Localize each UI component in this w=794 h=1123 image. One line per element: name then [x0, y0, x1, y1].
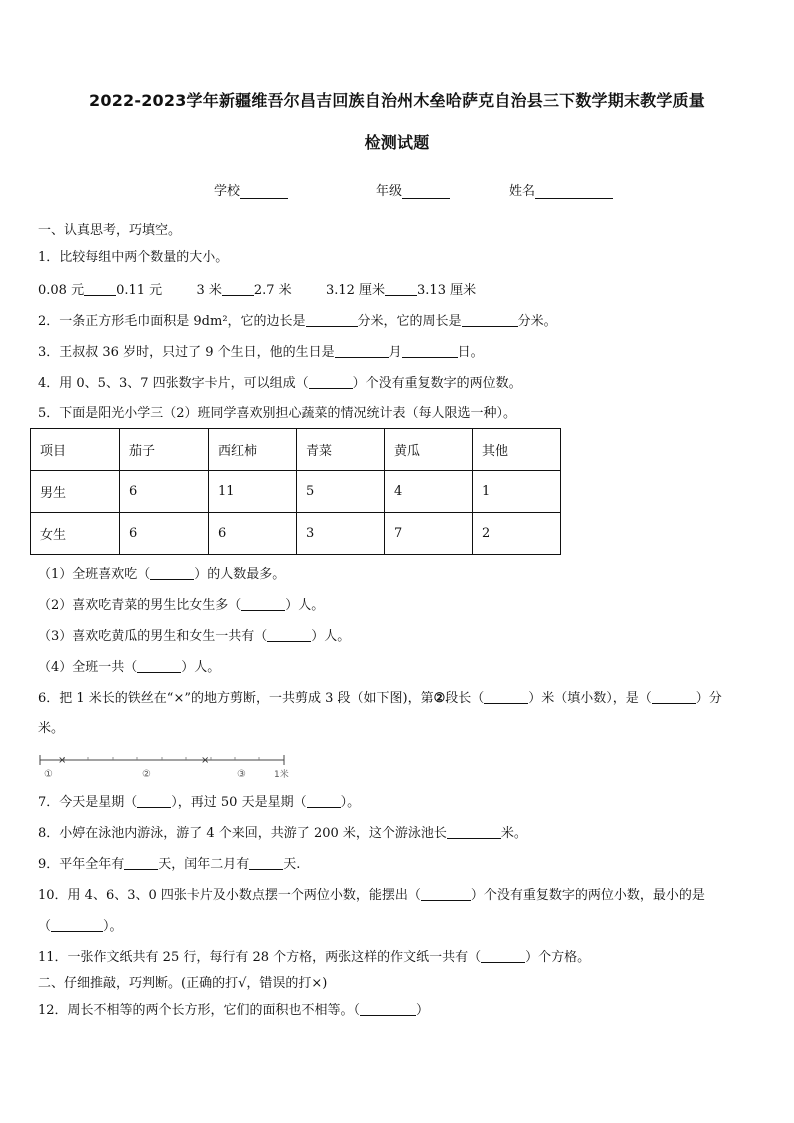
question-3 [38, 343, 484, 362]
q1-b-blank[interactable] [222, 281, 254, 296]
school-blank[interactable] [240, 184, 288, 199]
q1-a-right: 0.11 元 [116, 283, 163, 298]
q8-text-1: 8．小婷在泳池内游泳，游了 4 个来回，共游了 200 米，这个游泳池长 [38, 826, 447, 841]
q12-blank[interactable] [360, 1001, 416, 1016]
question-10 [38, 886, 705, 905]
q3-blank-day[interactable] [402, 343, 458, 358]
q1-b-left: 3 米 [196, 283, 222, 298]
q2-text-3: 分米。 [517, 314, 557, 329]
name-field [509, 180, 613, 199]
page-title [30, 86, 764, 158]
q3-text-2: 月 [388, 345, 402, 360]
q6-text-1: 6．把 1 米长的铁丝在“×”的地方剪断，一共剪成 3 段（如下图)，第 [38, 691, 434, 706]
table-cell: 7 [385, 513, 473, 555]
table-row [31, 471, 561, 513]
cut-mark-1: × [58, 755, 67, 766]
q12-text-2: ） [416, 1003, 430, 1018]
q9-text-1: 9．平年全年有 [38, 857, 125, 872]
question-6 [38, 689, 722, 708]
q5-3-blank[interactable] [267, 627, 311, 642]
q10-text-3: （ [38, 919, 52, 934]
q5-1-blank[interactable] [150, 565, 194, 580]
q9-blank-year[interactable] [124, 855, 158, 870]
table-header-cell: 茄子 [120, 429, 209, 471]
q6-text-3: ）米（填小数），是（ [528, 691, 652, 706]
school-field [214, 180, 288, 199]
q5-4-text-2: ）人。 [181, 660, 221, 675]
q10-text-4: ）。 [103, 919, 123, 934]
q11-blank[interactable] [481, 948, 525, 963]
q10-text-2: ）个没有重复数字的两位小数，最小的是 [470, 888, 705, 903]
table-header-cell: 其他 [473, 429, 561, 471]
q1-c-blank[interactable] [385, 281, 417, 296]
q8-text-2: 米。 [500, 826, 527, 841]
q10-blank-count[interactable] [421, 886, 471, 901]
q4-blank[interactable] [309, 374, 353, 389]
q5-1-text-1: （1）全班喜欢吃（ [38, 567, 151, 582]
question-5-3 [38, 627, 350, 646]
q7-text-2: ），再过 50 天是星期（ [171, 795, 307, 810]
table-cell: 女生 [31, 513, 120, 555]
title-line-2: 检测试题 [364, 133, 430, 152]
question-5: 5．下面是阳光小学三（2）班同学喜欢别担心蔬菜的情况统计表（每人限选一种）。 [38, 406, 517, 421]
question-11 [38, 948, 590, 967]
q5-2-text-1: （2）喜欢吃青菜的男生比女生多（ [38, 598, 242, 613]
q5-4-text-1: （4）全班一共（ [38, 660, 138, 675]
question-5-2 [38, 596, 324, 615]
cut-mark-2: × [201, 755, 210, 766]
segment-label-2: ② [142, 769, 151, 780]
table-cell: 5 [297, 471, 385, 513]
student-info-row [0, 180, 794, 202]
question-12 [38, 1001, 429, 1020]
table-cell: 2 [473, 513, 561, 555]
q1-c-left: 3.12 厘米 [325, 283, 386, 298]
q4-text-2: ）个没有重复数字的两位数。 [352, 376, 522, 391]
q1-a-left: 0.08 元 [38, 283, 85, 298]
q7-blank-future[interactable] [307, 793, 341, 808]
ruler-end-label: 1米 [274, 770, 289, 780]
title-line-1: 2022-2023学年新疆维吾尔昌吉回族自治州木垒哈萨克自治县三下数学期末教学质量 [89, 91, 705, 110]
question-6-continued: 米。 [38, 721, 65, 736]
q5-3-text-1: （3）喜欢吃黄瓜的男生和女生一共有（ [38, 629, 268, 644]
vegetable-stats-table [30, 428, 561, 555]
table-row [31, 513, 561, 555]
question-5-1 [38, 565, 285, 584]
q1-a-blank[interactable] [84, 281, 116, 296]
table-cell: 男生 [31, 471, 120, 513]
q6-blank-fraction[interactable] [652, 689, 696, 704]
q9-text-2: 天，闰年二月有 [158, 857, 250, 872]
table-cell: 4 [385, 471, 473, 513]
table-cell: 6 [120, 513, 209, 555]
q5-2-text-2: ）人。 [285, 598, 325, 613]
q3-text-3: 日。 [457, 345, 484, 360]
table-cell: 11 [209, 471, 297, 513]
q7-text-3: ）。 [340, 795, 361, 810]
q3-blank-month[interactable] [335, 343, 389, 358]
question-5-4 [38, 658, 220, 677]
ruler-svg [38, 752, 298, 782]
q2-text-2: 分米，它的周长是 [357, 314, 462, 329]
section-2-heading: 二、仔细推敲，巧判断。(正确的打√，错误的打×) [38, 976, 328, 991]
q11-text-2: ）个方格。 [525, 950, 591, 965]
q6-text-4: ）分 [695, 691, 722, 706]
table-header-row [31, 429, 561, 471]
q9-blank-feb[interactable] [249, 855, 283, 870]
q5-4-blank[interactable] [137, 658, 181, 673]
segment-label-1: ① [44, 769, 53, 780]
q3-text-1: 3．王叔叔 36 岁时，只过了 9 个生日，他的生日是 [38, 345, 335, 360]
q7-text-1: 7．今天是星期（ [38, 795, 138, 810]
question-4 [38, 374, 522, 393]
table-cell: 6 [120, 471, 209, 513]
q1-c-right: 3.13 厘米 [417, 283, 477, 298]
q4-text-1: 4．用 0、5、3、7 四张数字卡片，可以组成（ [38, 376, 309, 391]
school-label: 学校 [214, 184, 241, 199]
segment-label-3: ③ [237, 769, 246, 780]
grade-label: 年级 [376, 184, 403, 199]
q12-text-1: 12．周长不相等的两个长方形，它们的面积也不相等。（ [38, 1003, 361, 1018]
q1-b-right: 2.7 米 [253, 283, 292, 298]
table-cell: 1 [473, 471, 561, 513]
q6-text-2: 段长（ [445, 691, 485, 706]
q10-text-1: 10．用 4、6、3、0 四张卡片及小数点摆一个两位小数，能摆出（ [38, 888, 421, 903]
q8-blank[interactable] [447, 824, 501, 839]
circled-two-mark: ② [433, 691, 446, 706]
table-cell: 6 [209, 513, 297, 555]
table-header-cell: 黄瓜 [385, 429, 473, 471]
grade-blank[interactable] [402, 184, 450, 199]
q5-3-text-2: ）人。 [311, 629, 351, 644]
table-header-cell: 青菜 [297, 429, 385, 471]
q5-1-text-2: ）的人数最多。 [194, 567, 286, 582]
q9-text-3: 天. [283, 857, 301, 872]
q11-text-1: 11．一张作文纸共有 25 行，每行有 28 个方格，两张这样的作文纸一共有（ [38, 950, 482, 965]
q7-blank-today[interactable] [137, 793, 171, 808]
q6-blank-meters[interactable] [484, 689, 528, 704]
question-7 [38, 793, 360, 812]
q10-blank-smallest[interactable] [51, 917, 103, 932]
grade-field [376, 180, 450, 199]
q5-2-blank[interactable] [241, 596, 285, 611]
q2-blank-side[interactable] [306, 312, 358, 327]
wire-ruler-figure [38, 752, 298, 782]
name-label: 姓名 [509, 184, 536, 199]
q2-blank-perimeter[interactable] [462, 312, 518, 327]
table-header-cell: 项目 [31, 429, 120, 471]
question-9 [38, 855, 300, 874]
name-blank[interactable] [535, 184, 613, 199]
question-10-continued [38, 917, 123, 936]
question-2 [38, 312, 557, 331]
question-8 [38, 824, 527, 843]
question-1-comparisons [38, 281, 476, 300]
q2-text-1: 2．一条正方形毛巾面积是 9dm²，它的边长是 [38, 314, 306, 329]
table-cell: 3 [297, 513, 385, 555]
question-1: 1．比较每组中两个数量的大小。 [38, 250, 229, 265]
table-header-cell: 西红柿 [209, 429, 297, 471]
section-1-heading: 一、认真思考，巧填空。 [38, 223, 182, 238]
